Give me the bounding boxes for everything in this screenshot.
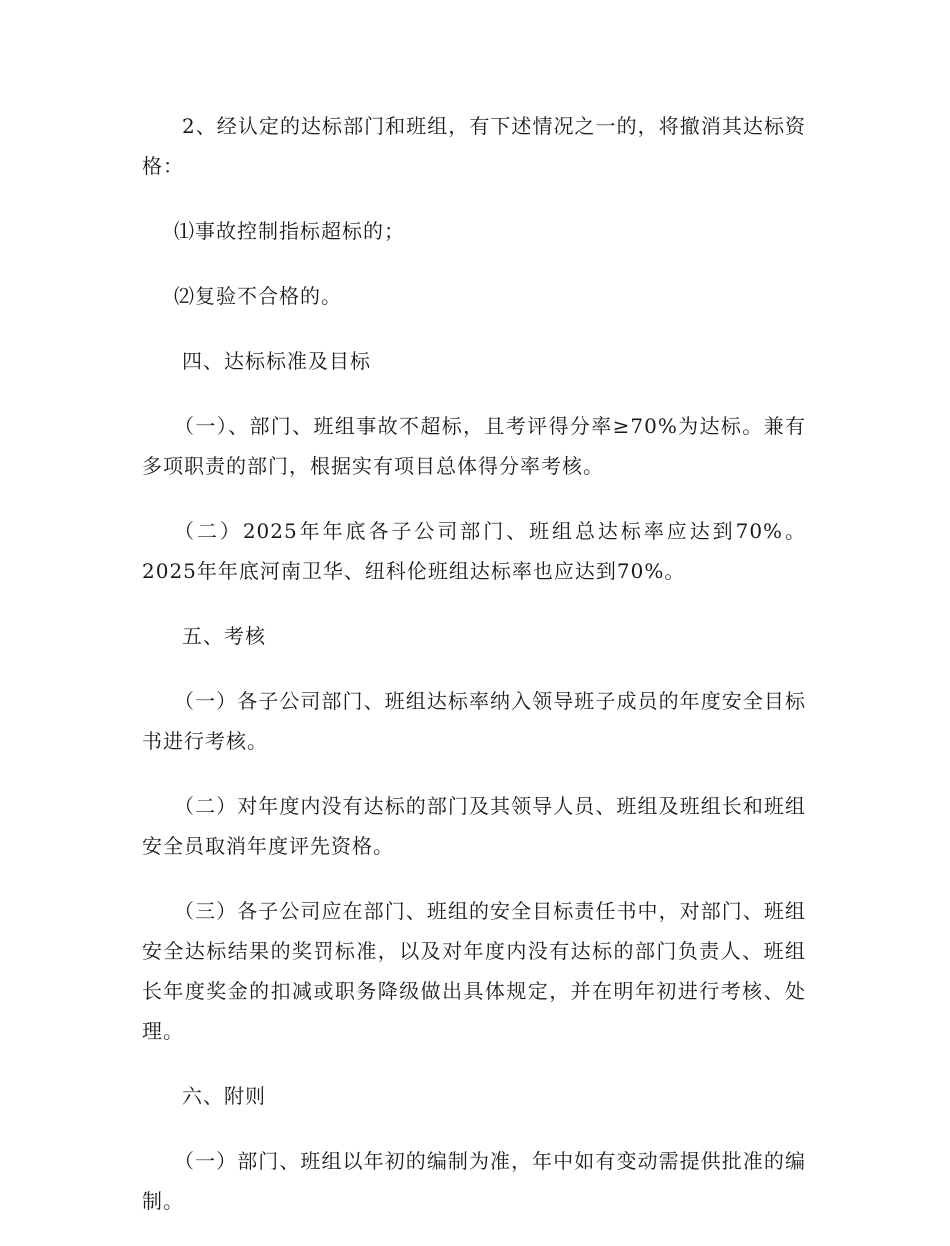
- document-body: [142, 106, 806, 1246]
- paragraph-assessment-2: （二）对年度内没有达标的部门及其领导人员、班组及班组长和班组安全员取消年度评先资格。: [142, 794, 806, 858]
- paragraph-assessment-3: （三）各子公司应在部门、班组的安全目标责任书中，对部门、班组安全达标结果的奖罚标准，以及对年度内没有达标的部门负责人、班组长年度奖金的扣减或职务降级做出具体规定，并在明年初进行考核、处理。: [142, 899, 806, 1043]
- paragraph-standard-1: （一）、部门、班组事故不超标，且考评得分率≥70%为达标。兼有多项职责的部门，根据实有项目总体得分率考核。: [142, 414, 806, 478]
- list-item-accident-indicator: ⑴事故控制指标超标的；: [174, 219, 405, 243]
- list-item-recheck-failed: ⑵复验不合格的。: [174, 284, 342, 308]
- paragraph-appendix-1: （一）部门、班组以年初的编制为准，年中如有变动需提供批准的编制。: [142, 1149, 806, 1213]
- paragraph-standard-2: （二）2025年年底各子公司部门、班组总达标率应达到70%。2025年年底河南卫华、纽科伦班组达标率也应达到70%。: [142, 519, 806, 583]
- section-heading-standards: 四、达标标准及目标: [182, 349, 371, 373]
- paragraph-assessment-1: （一）各子公司部门、班组达标率纳入领导班子成员的年度安全目标书进行考核。: [142, 689, 806, 753]
- section-heading-assessment: 五、考核: [182, 624, 266, 648]
- paragraph-revocation-conditions: 2、经认定的达标部门和班组，有下述情况之一的，将撤消其达标资格：: [142, 114, 806, 178]
- section-heading-appendix: 六、附则: [182, 1084, 266, 1108]
